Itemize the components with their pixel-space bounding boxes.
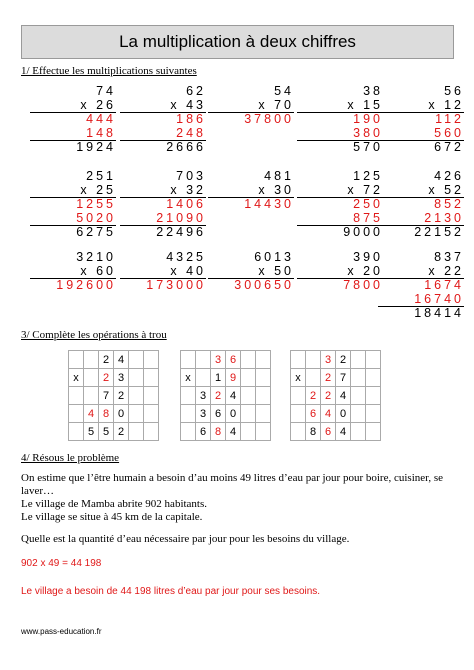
grid-cell: 3 xyxy=(211,351,226,369)
grid-cell: 4 xyxy=(226,423,241,441)
multiplicand: 3210 xyxy=(76,250,116,264)
multiplicand: 54 xyxy=(274,84,294,98)
grid-cell: 6 xyxy=(196,423,211,441)
result: 6275 xyxy=(76,225,116,239)
grid-cell xyxy=(241,423,256,441)
problem-line-2: Le village de Mamba abrite 902 habitants. xyxy=(21,498,208,510)
grid-cell xyxy=(84,387,99,405)
grid-cell: 5 xyxy=(99,423,114,441)
multiplier: x 40 xyxy=(120,265,206,280)
multiplier: x 15 xyxy=(297,99,383,114)
problem-question: Quelle est la quantité d’eau nécessaire par jour pour les besoins du village. xyxy=(21,533,350,545)
multiplication xyxy=(297,170,383,240)
problem-line-1: On estime que l’être humain a besoin d’au moins 49 litres d’eau par jour pour boire, cuisiner, se laver… xyxy=(21,472,444,497)
multiplier: x 20 xyxy=(297,265,383,280)
grid-cell xyxy=(256,351,271,369)
partial-product-2: 5020 xyxy=(30,212,116,227)
grid-cell xyxy=(306,369,321,387)
grid-cell: 2 xyxy=(99,369,114,387)
grid-cell: 2 xyxy=(321,387,336,405)
grid-cell xyxy=(241,351,256,369)
partial-product-1: 1406 xyxy=(166,197,206,211)
multiplication xyxy=(378,85,464,155)
grid-cell: 4 xyxy=(84,405,99,423)
grid-cell xyxy=(306,351,321,369)
partial-product-2: 380 xyxy=(297,127,383,142)
result: 173000 xyxy=(146,278,206,292)
result: 22152 xyxy=(414,225,464,239)
multiplier: x 30 xyxy=(208,184,294,199)
multiplier: x 12 xyxy=(378,99,464,114)
multiplicand: 481 xyxy=(264,169,294,183)
multiplicand: 426 xyxy=(434,169,464,183)
multiplicand: 56 xyxy=(444,84,464,98)
grid-cell xyxy=(256,387,271,405)
problem-calculation: 902 x 49 = 44 198 xyxy=(21,558,102,569)
grid-cell xyxy=(144,387,159,405)
partial-product-1: 250 xyxy=(353,197,383,211)
section1-heading: 1/ Effectue les multiplications suivantes xyxy=(21,65,197,77)
partial-product-1: 186 xyxy=(176,112,206,126)
partial-product-2: 148 xyxy=(30,127,116,142)
grid-cell xyxy=(351,351,366,369)
multiplier: x 25 xyxy=(30,184,116,199)
partial-product-2: 560 xyxy=(378,127,464,142)
grid-cell xyxy=(196,369,211,387)
multiplication xyxy=(378,170,464,240)
grid-cell xyxy=(129,423,144,441)
operation-grid xyxy=(68,350,159,441)
grid-cell xyxy=(351,405,366,423)
multiplicand: 837 xyxy=(434,250,464,264)
grid-cell: 8 xyxy=(306,423,321,441)
grid-cell xyxy=(291,387,306,405)
grid-cell: 4 xyxy=(114,351,129,369)
partial-product-1: 1255 xyxy=(76,197,116,211)
grid-cell xyxy=(129,387,144,405)
grid-cell xyxy=(69,423,84,441)
grid-cell xyxy=(84,351,99,369)
multiplier: x 22 xyxy=(378,265,464,280)
grid-cell xyxy=(129,405,144,423)
grid-cell xyxy=(291,405,306,423)
partial-product-1: 112 xyxy=(435,112,464,126)
grid-cell: 4 xyxy=(336,387,351,405)
operation-grid xyxy=(180,350,271,441)
grid-cell xyxy=(256,423,271,441)
multiplication xyxy=(208,85,294,127)
grid-cell: 2 xyxy=(211,387,226,405)
multiplication xyxy=(120,85,206,155)
multiplication xyxy=(30,170,116,240)
multiplier: x 50 xyxy=(208,265,294,280)
grid-cell: 7 xyxy=(99,387,114,405)
multiplier: x 52 xyxy=(378,184,464,199)
multiplication xyxy=(378,251,464,321)
multiplication xyxy=(30,251,116,293)
multiplicand: 125 xyxy=(353,169,383,183)
grid-cell: 4 xyxy=(321,405,336,423)
grid-cell xyxy=(69,351,84,369)
result: 22496 xyxy=(156,225,206,239)
multiplicand: 62 xyxy=(186,84,206,98)
grid-cell xyxy=(144,405,159,423)
multiplication xyxy=(30,85,116,155)
multiplier: x 26 xyxy=(30,99,116,114)
grid-cell xyxy=(196,351,211,369)
grid-cell: 3 xyxy=(196,405,211,423)
grid-cell: x xyxy=(69,369,84,387)
partial-product-1: 190 xyxy=(353,112,383,126)
result: 192600 xyxy=(56,278,116,292)
problem-line-3: Le village se situe à 45 km de la capitale. xyxy=(21,511,203,523)
grid-cell: 1 xyxy=(211,369,226,387)
grid-cell xyxy=(241,369,256,387)
grid-cell xyxy=(351,369,366,387)
problem-text xyxy=(21,472,474,598)
multiplicand: 4325 xyxy=(166,250,206,264)
partial-product-2: 21090 xyxy=(120,212,206,227)
multiplicand: 703 xyxy=(176,169,206,183)
grid-cell xyxy=(241,405,256,423)
partial-product-1: 1674 xyxy=(424,278,464,292)
grid-cell: 6 xyxy=(321,423,336,441)
grid-cell xyxy=(256,369,271,387)
grid-cell xyxy=(144,369,159,387)
grid-cell: 5 xyxy=(84,423,99,441)
multiplier: x 60 xyxy=(30,265,116,280)
grid-cell xyxy=(181,405,196,423)
partial-product-2: 248 xyxy=(120,127,206,142)
grid-cell xyxy=(129,369,144,387)
grid-cell: 2 xyxy=(321,369,336,387)
multiplier: x 32 xyxy=(120,184,206,199)
grid-cell xyxy=(351,423,366,441)
multiplicand: 38 xyxy=(363,84,383,98)
grid-cell: 2 xyxy=(99,351,114,369)
grid-cell xyxy=(181,387,196,405)
grid-cell: 2 xyxy=(114,387,129,405)
multiplication xyxy=(297,85,383,155)
grid-cell: 6 xyxy=(211,405,226,423)
grid-cell: 8 xyxy=(99,405,114,423)
grid-cell: 4 xyxy=(226,387,241,405)
result: 300650 xyxy=(234,278,294,292)
section3-heading: 3/ Complète les opérations à trou xyxy=(21,329,167,341)
grid-cell xyxy=(144,351,159,369)
multiplication xyxy=(120,251,206,293)
grid-cell: 2 xyxy=(306,387,321,405)
multiplication xyxy=(120,170,206,240)
grid-cell: x xyxy=(291,369,306,387)
grid-cell xyxy=(366,405,381,423)
multiplicand: 251 xyxy=(86,169,116,183)
grid-cell xyxy=(241,387,256,405)
section4-heading: 4/ Résous le problème xyxy=(21,452,120,464)
multiplicand: 74 xyxy=(96,84,116,98)
grid-cell xyxy=(366,423,381,441)
partial-product-1: 852 xyxy=(434,197,464,211)
operation-grid xyxy=(290,350,381,441)
partial-product-2: 2130 xyxy=(378,212,464,227)
grid-cell xyxy=(84,369,99,387)
multiplier: x 72 xyxy=(297,184,383,199)
grid-cell: 2 xyxy=(336,351,351,369)
multiplier: x 43 xyxy=(120,99,206,114)
multiplicand: 390 xyxy=(353,250,383,264)
grid-cell: 6 xyxy=(306,405,321,423)
result: 14430 xyxy=(244,197,294,211)
grid-cell: 0 xyxy=(226,405,241,423)
grid-cell: 4 xyxy=(336,423,351,441)
grid-cell xyxy=(366,351,381,369)
grid-cell xyxy=(181,423,196,441)
grid-cell xyxy=(291,423,306,441)
grid-cell xyxy=(366,387,381,405)
result: 18414 xyxy=(414,306,464,320)
multiplication xyxy=(208,251,294,293)
grid-cell: x xyxy=(181,369,196,387)
grid-cell xyxy=(256,405,271,423)
result: 7800 xyxy=(343,278,383,292)
grid-cell: 2 xyxy=(114,423,129,441)
grid-cell: 3 xyxy=(114,369,129,387)
grid-cell xyxy=(366,369,381,387)
partial-product-1: 444 xyxy=(86,112,116,126)
grid-cell xyxy=(144,423,159,441)
result: 9000 xyxy=(343,225,383,239)
multiplier: x 70 xyxy=(208,99,294,114)
grid-cell: 6 xyxy=(226,351,241,369)
problem-answer: Le village a besoin de 44 198 litres d’eau par jour pour ses besoins. xyxy=(21,586,321,597)
result: 2666 xyxy=(166,140,206,154)
grid-cell: 0 xyxy=(114,405,129,423)
grid-cell: 0 xyxy=(336,405,351,423)
grid-cell: 3 xyxy=(321,351,336,369)
multiplication xyxy=(297,251,383,293)
result: 672 xyxy=(434,140,464,154)
grid-cell xyxy=(69,405,84,423)
multiplicand: 6013 xyxy=(254,250,294,264)
result: 570 xyxy=(353,140,383,154)
grid-cell: 8 xyxy=(211,423,226,441)
grid-cell: 9 xyxy=(226,369,241,387)
worksheet-title: La multiplication à deux chiffres xyxy=(21,25,454,59)
grid-cell: 7 xyxy=(336,369,351,387)
partial-product-2: 16740 xyxy=(378,293,464,308)
footer-url: www.pass-education.fr xyxy=(21,627,102,636)
result: 1924 xyxy=(76,140,116,154)
grid-cell xyxy=(291,351,306,369)
grid-cell xyxy=(69,387,84,405)
partial-product-2: 875 xyxy=(297,212,383,227)
grid-cell: 3 xyxy=(196,387,211,405)
grid-cell xyxy=(181,351,196,369)
result: 37800 xyxy=(244,112,294,126)
multiplication xyxy=(208,170,294,212)
grid-cell xyxy=(129,351,144,369)
grid-cell xyxy=(351,387,366,405)
